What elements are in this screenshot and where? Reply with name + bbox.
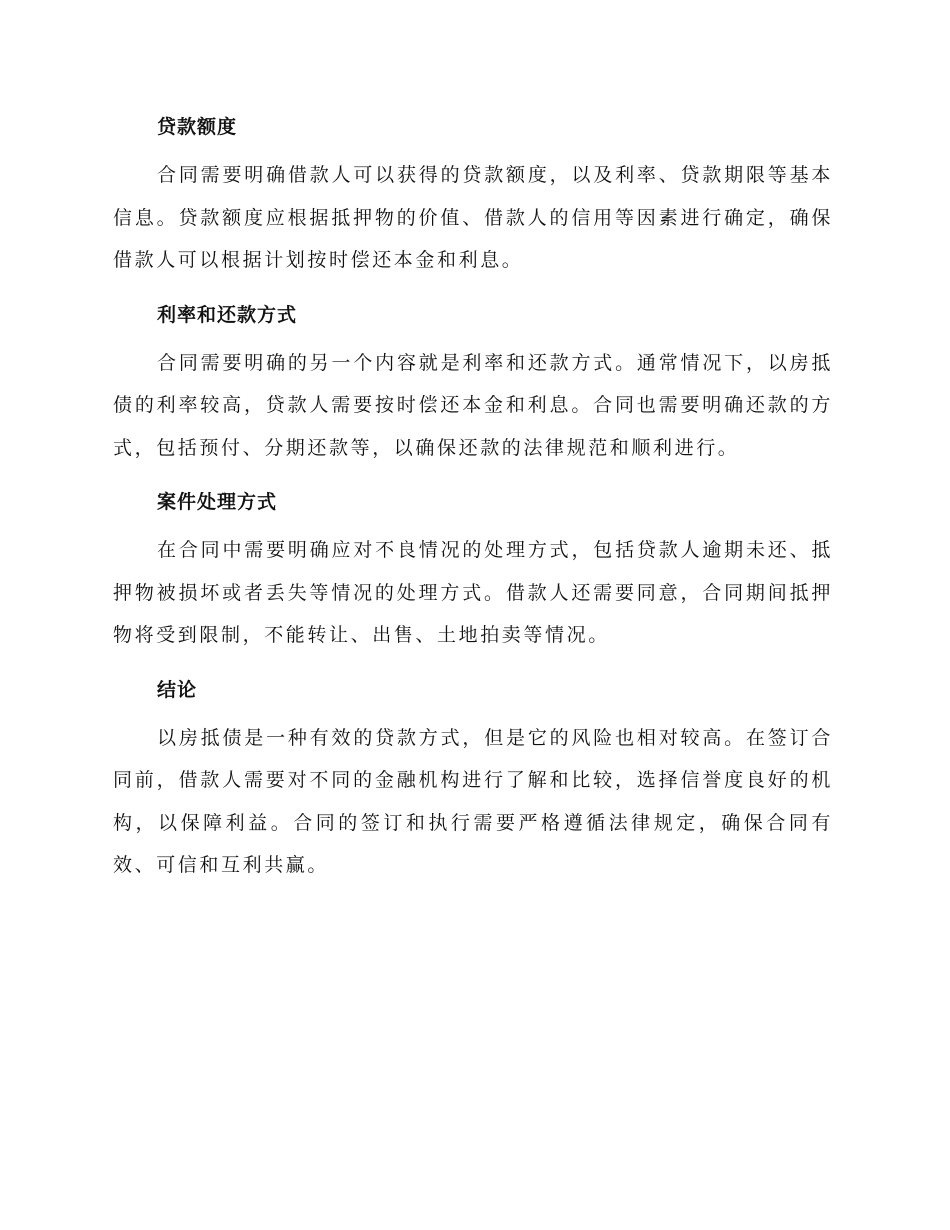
section-interest-repayment — [113, 294, 833, 470]
section-paragraph: 以房抵债是一种有效的贷款方式，但是它的风险也相对较高。在签订合同前，借款人需要对不同的金融机构进行了解和比较，选择信誉度良好的机构，以保障利益。合同的签订和执行需要严格遵循法律规定，确保合同有效、可信和互利共赢。 — [113, 726, 833, 876]
section-paragraph: 合同需要明确借款人可以获得的贷款额度，以及利率、贷款期限等基本信息。贷款额度应根据抵押物的价值、借款人的信用等因素进行确定，确保借款人可以根据计划按时偿还本金和利息。 — [113, 164, 833, 271]
section-conclusion — [113, 669, 833, 887]
document-body — [113, 106, 833, 899]
section-heading: 利率和还款方式 — [157, 303, 298, 326]
section-heading: 结论 — [157, 678, 198, 701]
section-loan-amount — [113, 106, 833, 282]
section-heading: 贷款额度 — [157, 116, 238, 138]
section-case-handling — [113, 481, 833, 657]
section-paragraph: 合同需要明确的另一个内容就是利率和还款方式。通常情况下，以房抵债的利率较高，贷款人需要按时偿还本金和利息。合同也需要明确还款的方式，包括预付、分期还款等，以确保还款的法律规范和顺利进行。 — [113, 351, 833, 459]
section-heading: 案件处理方式 — [157, 491, 278, 513]
section-paragraph: 在合同中需要明确应对不良情况的处理方式，包括贷款人逾期未还、抵押物被损坏或者丢失等情况的处理方式。借款人还需要同意，合同期间抵押物将受到限制，不能转让、出售、土地拍卖等情况。 — [113, 539, 833, 646]
